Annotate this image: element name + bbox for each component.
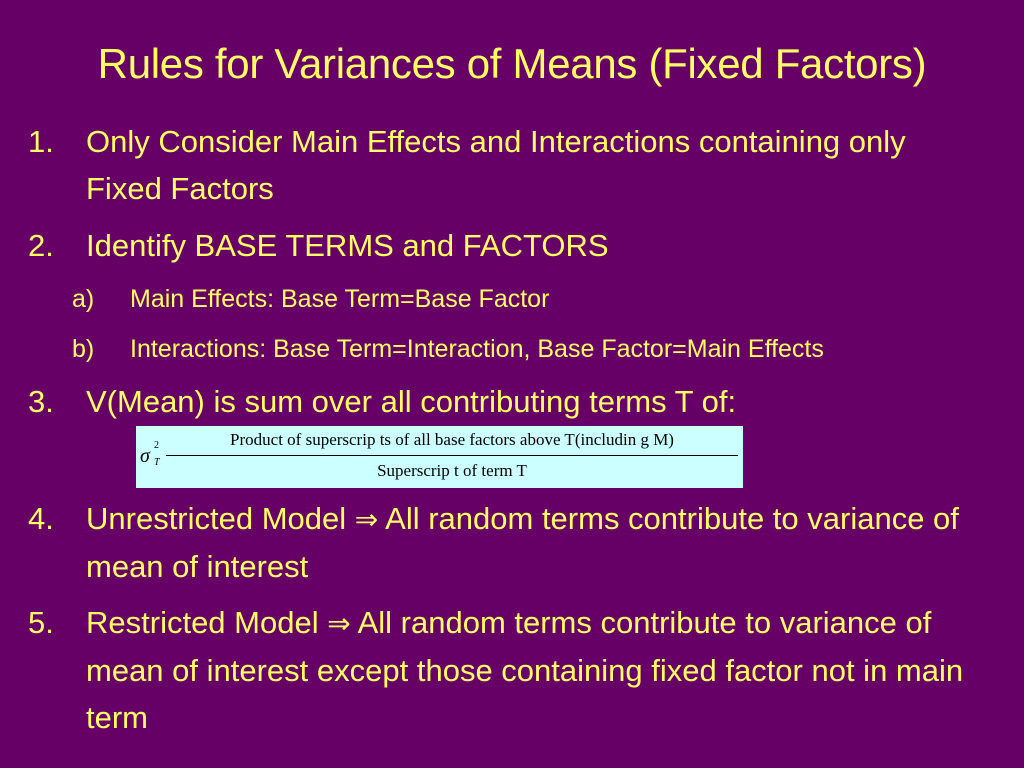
variance-formula xyxy=(136,426,743,488)
implies-arrow-icon: ⇒ xyxy=(354,503,379,536)
sub-text: Main Effects: Base Term=Base Factor xyxy=(130,285,550,313)
formula-numerator: Product of superscrip ts of all base factors above T(includin g M) xyxy=(230,430,674,449)
list-text xyxy=(86,495,988,590)
sigma-symbol: σ xyxy=(140,445,150,467)
list-text: Only Consider Main Effects and Interactions containing only Fixed Factors xyxy=(86,124,906,206)
list-item-1 xyxy=(28,118,988,212)
sub-item-a xyxy=(72,282,1002,316)
fraction-bar xyxy=(166,455,738,456)
list-item-2 xyxy=(28,222,988,269)
list-text: Identify BASE TERMS and FACTORS xyxy=(86,228,609,263)
sub-number: a) xyxy=(72,285,95,313)
text-before-arrow: Unrestricted Model xyxy=(86,501,347,536)
formula-denominator: Superscrip t of term T xyxy=(377,461,527,480)
text-after-arrow: All random terms contribute to variance of mean of interest xyxy=(86,501,959,584)
sigma-subscript: T xyxy=(154,457,160,468)
list-item-4 xyxy=(28,495,988,590)
sub-item-b xyxy=(72,332,1002,366)
implies-arrow-icon: ⇒ xyxy=(327,607,351,640)
text-before-arrow: Restricted Model xyxy=(86,605,319,640)
list-text: V(Mean) is sum over all contributing terms T of: xyxy=(86,384,737,419)
list-number: 3. xyxy=(28,384,54,419)
slide-title: Rules for Variances of Means (Fixed Factors) xyxy=(97,40,927,87)
list-number: 4. xyxy=(28,501,54,536)
sub-number: b) xyxy=(72,335,95,363)
list-number: 2. xyxy=(28,228,54,263)
list-text xyxy=(86,599,988,741)
list-item-3 xyxy=(28,378,988,425)
sub-text: Interactions: Base Term=Interaction, Base Factor=Main Effects xyxy=(130,335,824,363)
sigma-superscript: 2 xyxy=(154,440,159,451)
text-after-arrow: All random terms contribute to variance of mean of interest except those containing fixed factor not in main term xyxy=(86,605,964,735)
list-number: 1. xyxy=(28,124,54,159)
list-number: 5. xyxy=(28,605,54,640)
list-item-5 xyxy=(28,599,988,741)
